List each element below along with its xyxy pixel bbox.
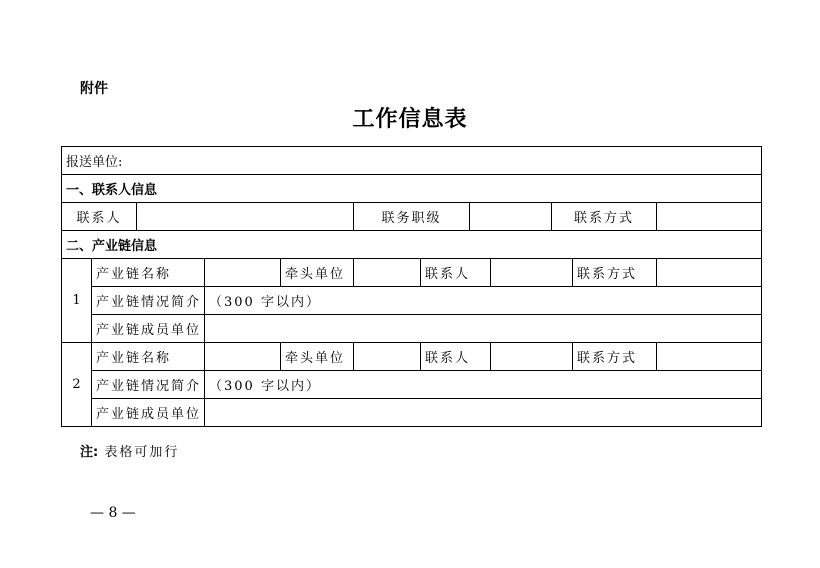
chain-name-input[interactable] xyxy=(205,343,281,371)
chain-members-input[interactable] xyxy=(205,315,762,343)
chain-contact-label: 联系人 xyxy=(421,343,491,371)
chain-index: 2 xyxy=(62,343,92,427)
section-chain-title: 二、产业链信息 xyxy=(62,231,762,259)
attachment-label: 附件 xyxy=(80,81,108,97)
chain-members-label: 产业链成员单位 xyxy=(92,315,205,343)
chain-intro-hint: （300 字以内） xyxy=(209,295,321,310)
page-title: 工作信息表 xyxy=(352,106,468,132)
chain-2-intro-row xyxy=(62,371,762,399)
note-head: 注: xyxy=(80,445,99,460)
note-text: 表格可加行 xyxy=(104,445,180,460)
reporting-unit-row xyxy=(62,147,762,175)
section-contact-title: 一、联系人信息 xyxy=(62,175,762,203)
reporting-unit-field[interactable] xyxy=(62,147,762,175)
chain-contact-input[interactable] xyxy=(491,343,573,371)
chain-contact-label: 联系人 xyxy=(421,259,491,287)
chain-intro-label: 产业链情况简介 xyxy=(92,287,205,315)
chain-contact-method-label: 联系方式 xyxy=(573,343,657,371)
chain-contact-method-input[interactable] xyxy=(657,343,762,371)
chain-1-intro-row xyxy=(62,287,762,315)
lead-unit-input[interactable] xyxy=(354,259,421,287)
lead-unit-label: 牵头单位 xyxy=(281,259,354,287)
chain-contact-method-input[interactable] xyxy=(657,259,762,287)
chain-name-input[interactable] xyxy=(205,259,281,287)
chain-2-members-row xyxy=(62,399,762,427)
chain-intro-input[interactable] xyxy=(205,287,762,315)
page-number: — 8 — xyxy=(90,505,136,521)
contact-row xyxy=(62,203,762,231)
contact-method-label: 联系方式 xyxy=(552,203,657,231)
reporting-unit-label: 报送单位: xyxy=(66,155,123,170)
table-note xyxy=(80,441,179,460)
lead-unit-input[interactable] xyxy=(354,343,421,371)
job-title-input[interactable] xyxy=(470,203,552,231)
chain-intro-hint: （300 字以内） xyxy=(209,379,321,394)
chain-name-label: 产业链名称 xyxy=(92,259,205,287)
chain-contact-method-label: 联系方式 xyxy=(573,259,657,287)
lead-unit-label: 牵头单位 xyxy=(281,343,354,371)
chain-intro-input[interactable] xyxy=(205,371,762,399)
chain-intro-label: 产业链情况简介 xyxy=(92,371,205,399)
section1-row xyxy=(62,175,762,203)
chain-index: 1 xyxy=(62,259,92,343)
work-info-table xyxy=(61,146,762,427)
chain-members-input[interactable] xyxy=(205,399,762,427)
contact-person-label: 联系人 xyxy=(62,203,137,231)
chain-1-name-row xyxy=(62,259,762,287)
chain-name-label: 产业链名称 xyxy=(92,343,205,371)
contact-person-input[interactable] xyxy=(137,203,354,231)
chain-2-name-row xyxy=(62,343,762,371)
section2-row xyxy=(62,231,762,259)
chain-1-members-row xyxy=(62,315,762,343)
chain-contact-input[interactable] xyxy=(491,259,573,287)
job-title-label: 联务职级 xyxy=(354,203,470,231)
chain-members-label: 产业链成员单位 xyxy=(92,399,205,427)
contact-method-input[interactable] xyxy=(657,203,762,231)
